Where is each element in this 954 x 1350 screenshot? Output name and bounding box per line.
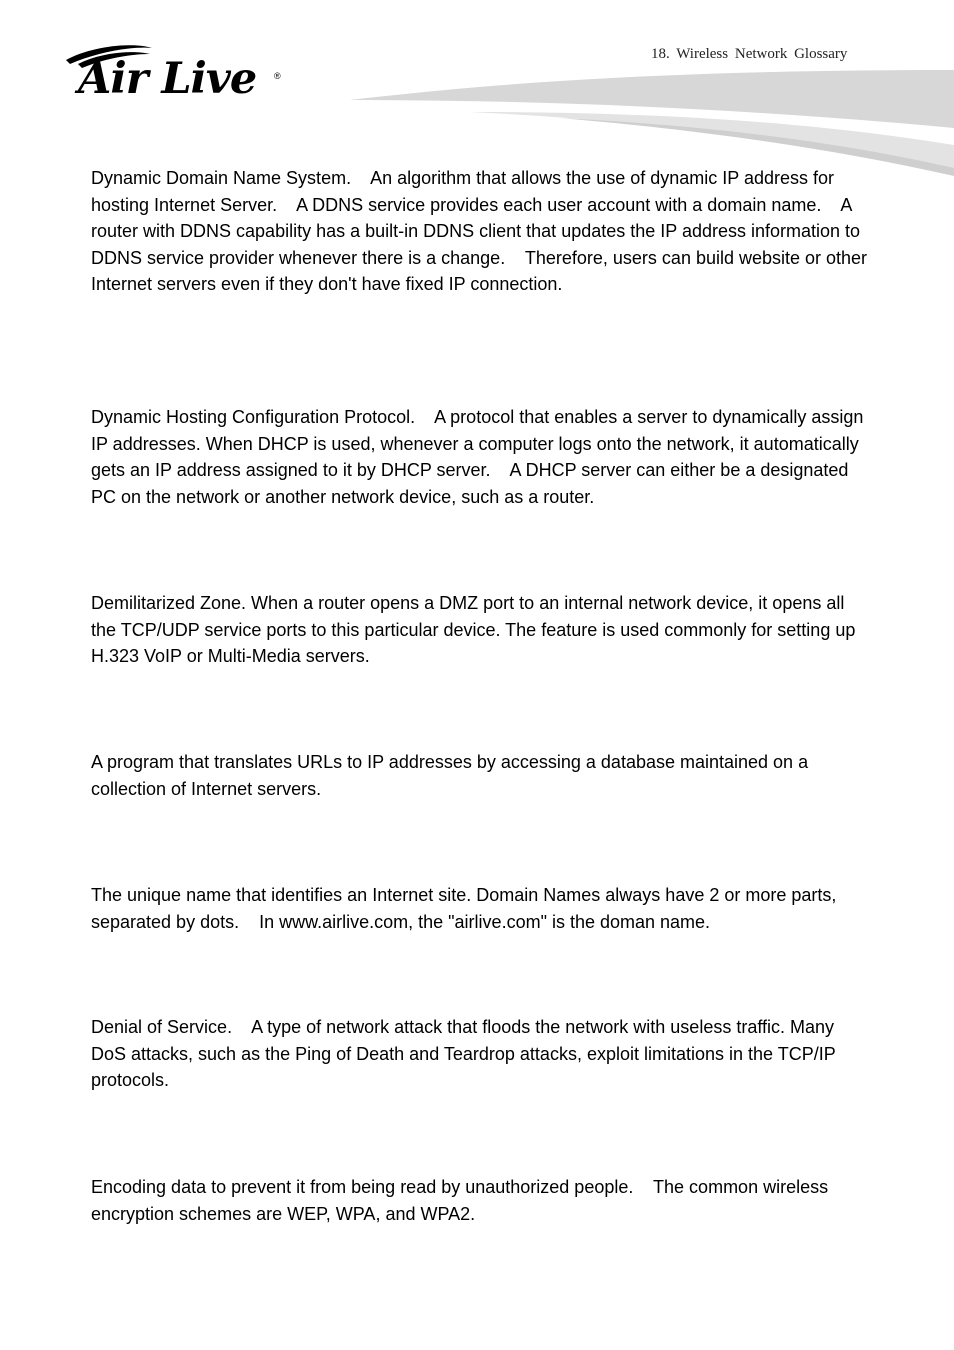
registered-mark: ® xyxy=(274,71,281,81)
glossary-entry-ddns: Dynamic Domain Name System. An algorithm that allows the use of dynamic IP address for hosting Internet Server. A DDNS service provides each user account with a domain name. A router with DDNS capability has a built-in DDNS client that updates the IP address information to DDNS service provider whenever there is a change. Therefore, users can build website or other Internet servers even if they don't have fixed IP connection. xyxy=(91,168,873,295)
glossary-entry-dns: A program that translates URLs to IP addresses by accessing a database maintained on a collection of Internet servers. xyxy=(91,752,814,799)
section-title: 18. Wireless Network Glossary xyxy=(651,46,848,62)
airlive-logo: Air Live xyxy=(78,54,257,104)
glossary-entry-domain-name: The unique name that identifies an Internet site. Domain Names always have 2 or more parts, separated by dots. In www.airlive.com, the "airlive.com" is the doman name. xyxy=(91,885,842,932)
glossary-entry-encryption: Encoding data to prevent it from being read by unauthorized people. The common wireless encryption schemes are WEP, WPA, and WPA2. xyxy=(91,1177,834,1224)
glossary-entry-dmz: Demilitarized Zone. When a router opens a DMZ port to an internal network device, it opens all the TCP/UDP service ports to this particular device. The feature is used commonly for setting up H.323 VoIP or Multi-Media servers. xyxy=(91,593,861,667)
glossary-entry-dos: Denial of Service. A type of network attack that floods the network with useless traffic. Many DoS attacks, such as the Ping of Death and Teardrop attacks, exploit limitations in the TCP/IP protocols. xyxy=(91,1017,841,1091)
glossary-entry-dhcp: Dynamic Hosting Configuration Protocol. A protocol that enables a server to dynamically assign IP addresses. When DHCP is used, whenever a computer logs onto the network, it automatically gets an IP address assigned to it by DHCP server. A DHCP server can either be a designated PC on the network or another network device, such as a router. xyxy=(91,407,869,507)
